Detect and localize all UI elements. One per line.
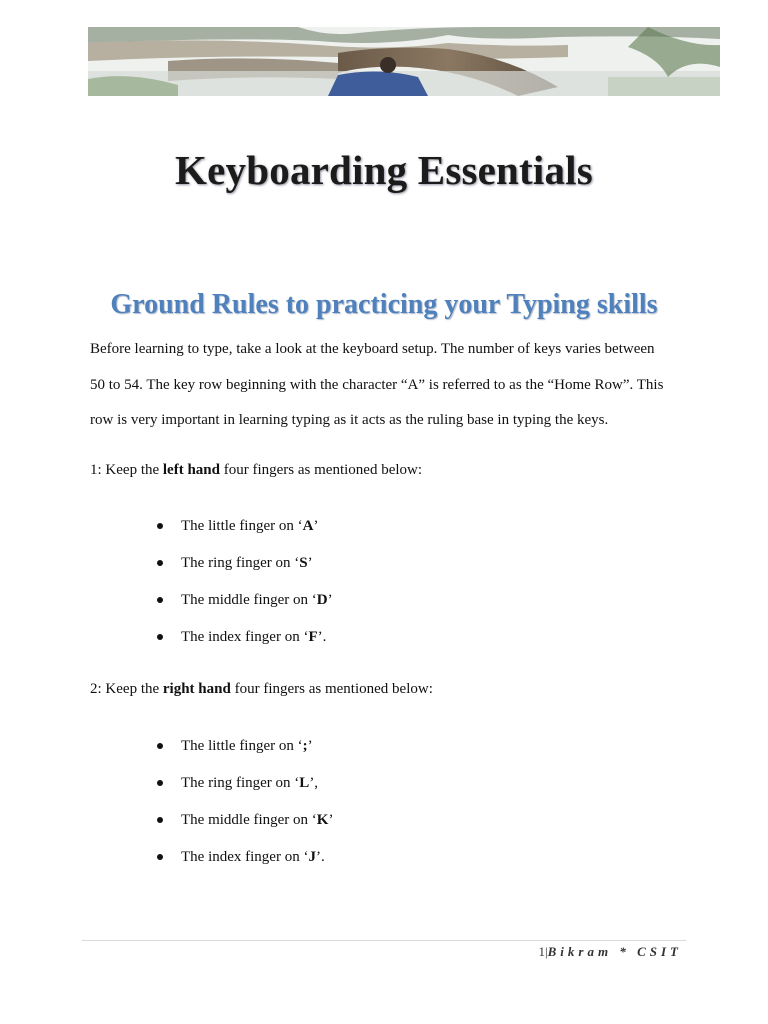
item-text: The little finger on ‘ (181, 738, 303, 754)
footer-author: Bikram * CSIT (547, 944, 682, 959)
item-key: F (308, 629, 318, 645)
list-item (155, 516, 333, 553)
right-hand-instruction (90, 681, 433, 698)
item-key: J (308, 849, 316, 865)
item-key: S (299, 555, 308, 571)
bullet-icon (157, 780, 163, 786)
item-text-end: ’ (327, 592, 333, 608)
bullet-icon (157, 743, 163, 749)
list-item (155, 736, 333, 773)
item-text-end: ’ (313, 518, 319, 534)
item-text-end: ’. (315, 849, 325, 865)
page-footer (539, 944, 682, 960)
item-text: The index finger on ‘ (181, 849, 309, 865)
item-key: ; (302, 738, 308, 754)
bullet-icon (157, 523, 163, 529)
intro-line-3: row is very important in learning typing as it acts as the ruling base in typing the keys. (90, 412, 609, 428)
bullet-icon (157, 560, 163, 566)
item-text-end: ’ (328, 812, 334, 828)
list-item (155, 627, 333, 664)
list-item (155, 810, 333, 847)
bullet-icon (157, 854, 163, 860)
item-key: K (316, 812, 329, 828)
item-key: L (299, 775, 310, 791)
left-hand-prefix: 1: Keep the (90, 462, 163, 478)
list-item (155, 590, 333, 627)
item-key: A (302, 518, 314, 534)
item-text: The middle finger on ‘ (181, 592, 317, 608)
list-item (155, 847, 333, 884)
intro-line-2: 50 to 54. The key row beginning with the character “A” is referred to as the “Home Row”. This (90, 376, 664, 393)
left-hand-emphasis: left hand (162, 462, 220, 478)
left-hand-instruction (90, 462, 422, 479)
tree-banner-photo (88, 27, 720, 96)
right-hand-finger-list (155, 736, 333, 884)
bullet-icon (157, 817, 163, 823)
footer-divider (82, 940, 686, 941)
item-text: The index finger on ‘ (181, 629, 309, 645)
item-text: The ring finger on ‘ (181, 555, 300, 571)
bullet-icon (157, 634, 163, 640)
intro-paragraph (90, 332, 690, 439)
left-hand-suffix: four fingers as mentioned below: (219, 462, 423, 478)
right-hand-emphasis: right hand (162, 681, 231, 697)
left-hand-finger-list (155, 516, 333, 664)
item-text: The ring finger on ‘ (181, 775, 300, 791)
document-title: Keyboarding Essentials (175, 147, 593, 193)
right-hand-prefix: 2: Keep the (90, 681, 163, 697)
item-text: The little finger on ‘ (181, 518, 303, 534)
header-banner-image (88, 27, 720, 96)
section-heading: Ground Rules to practicing your Typing skills (110, 289, 658, 320)
item-text-end: ’, (309, 775, 319, 791)
item-text-end: ’ (307, 738, 313, 754)
item-key: D (316, 592, 328, 608)
intro-line-1: Before learning to type, take a look at the keyboard setup. The number of keys varies between (90, 341, 655, 357)
item-text: The middle finger on ‘ (181, 812, 317, 828)
list-item (155, 553, 333, 590)
bullet-icon (157, 597, 163, 603)
item-text-end: ’ (307, 555, 313, 571)
list-item (155, 773, 333, 810)
page-number: 1| (538, 944, 548, 959)
right-hand-suffix: four fingers as mentioned below: (230, 681, 433, 697)
item-text-end: ’. (317, 629, 327, 645)
